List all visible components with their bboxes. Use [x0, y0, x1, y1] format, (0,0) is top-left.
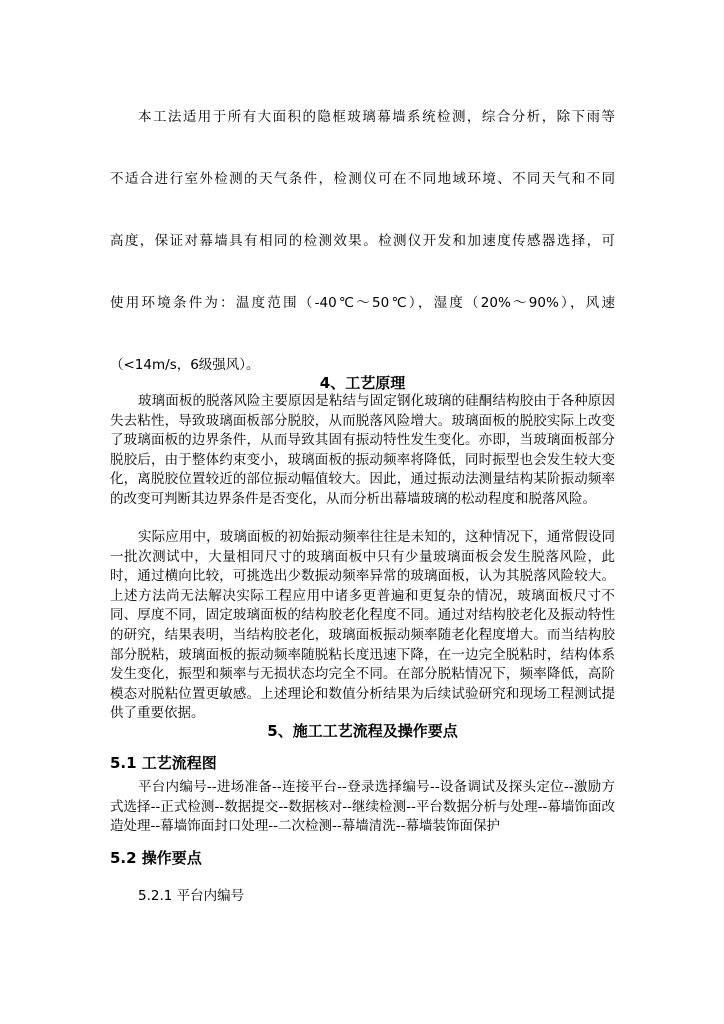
intro-paragraph [110, 86, 615, 396]
section-4-paragraph-1: 玻璃面板的脱落风险主要原因是粘结与固定钢化玻璃的硅酮结构胶由于各种原因失去粘性，导致玻璃面板部分脱胶，从而脱落风险增大。玻璃面板的脱胶实际上改变了玻璃面板的边界条件，从而导致其固有振动特性发生变化。亦即，当玻璃面板部分脱胶后，由于整体约束变小，玻璃面板的振动频率将降低，同时振型也会发生较大变化，离脱胶位置较近的部位振动幅值较大。因此，通过振动法测量结构某阶振动频率的改变可判断其边界条件是否变化，从而分析出幕墙玻璃的松动程度和脱落风险。 [110, 393, 615, 507]
intro-line-5: （<14m/s，6级强风）。 [110, 357, 260, 373]
intro-line-4: 使用环境条件为：温度范围（-40℃～50℃），湿度（20%～90%），风速 [110, 295, 615, 311]
section-4-paragraph-2: 实际应用中，玻璃面板的初始振动频率往往是未知的，这种情况下，通常假设同一批次测试中，大量相同尺寸的玻璃面板中只有少量玻璃面板会发生脱落风险，此时，通过横向比较，可挑选出少数振动频率异常的玻璃面板，认为其脱落风险较大。上述方法尚无法解决实际工程应用中诸多更普遍和更复杂的情况，玻璃面板尺寸不同、厚度不同，固定玻璃面板的结构胶老化程度不同。通过对结构胶老化及振动特性的研究，结果表明，当结构胶老化，玻璃面板振动频率随老化程度增大。而当结构胶部分脱粘，玻璃面板的振动频率随脱粘长度迅速下降，在一边完全脱粘时，结构体系发生变化，振型和频率与无损状态均完全不同。在部分脱粘情况下，频率降低，高阶模态对脱粘位置更敏感。上述理论和数值分析结果为后续试验研究和现场工程测试提供了重要依据。 [110, 529, 615, 722]
section-5-heading: 5、施工工艺流程及操作要点 [267, 722, 458, 740]
intro-line-2: 不适合进行室外检测的天气条件，检测仪可在不同地域环境、不同天气和不同 [110, 171, 615, 187]
section-5-1-text: 平台内编号--进场准备--连接平台--登录选择编号--设备调试及探头定位--激励方式选择--正式检测--数据提交--数据核对--继续检测--平台数据分析与处理--幕墙饰面改造处理--幕墙饰面封口处理--二次检测--幕墙清洗--幕墙装饰面保护 [110, 779, 615, 835]
section-4-heading: 4、工艺原理 [319, 374, 406, 392]
intro-line-1: 本工法适用于所有大面积的隐框玻璃幕墙系统检测，综合分析，除下雨等 [138, 109, 615, 125]
section-5-1-heading: 5.1 工艺流程图 [110, 754, 217, 772]
section-5-2-1-heading: 5.2.1 平台内编号 [138, 888, 245, 904]
intro-line-3: 高度，保证对幕墙具有相同的检测效果。检测仪开发和加速度传感器选择，可 [110, 233, 615, 249]
section-5-2-heading: 5.2 操作要点 [110, 849, 202, 867]
